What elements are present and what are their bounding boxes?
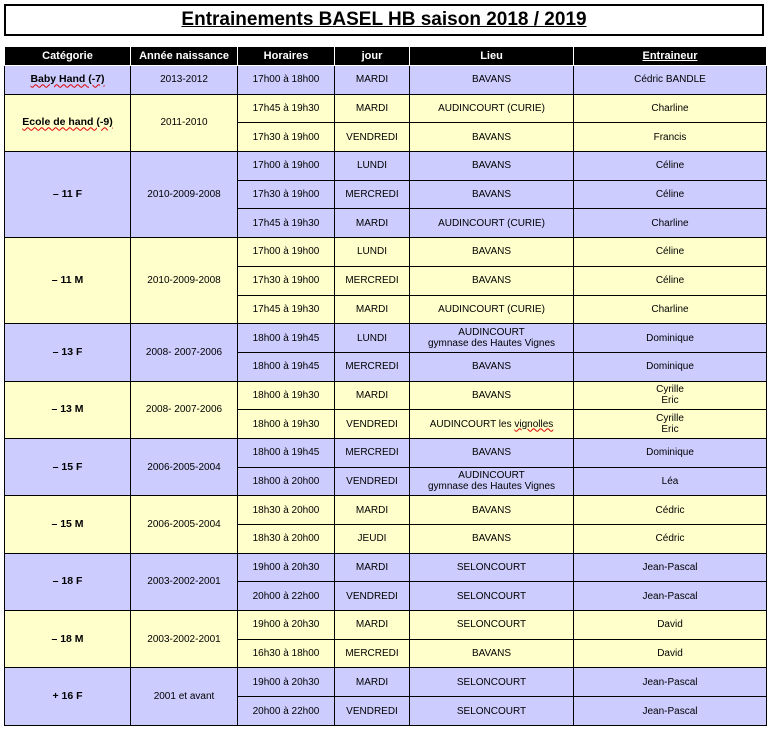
time-cell: 17h45 à 19h30 <box>238 94 335 123</box>
day-cell: MERCREDI <box>335 266 410 295</box>
time-cell: 17h30 à 19h00 <box>238 180 335 209</box>
day-cell: MARDI <box>335 381 410 410</box>
place-cell <box>410 611 574 640</box>
coach-line: Cédric <box>655 533 685 545</box>
time-cell: 17h30 à 19h00 <box>238 266 335 295</box>
category-label: – 15 F <box>52 460 83 473</box>
place-cell <box>410 66 574 95</box>
coach-line: Céline <box>655 189 685 201</box>
day-cell: MERCREDI <box>335 438 410 467</box>
header-entraineur <box>574 47 767 66</box>
category-label: + 16 F <box>52 690 83 703</box>
time-cell: 18h00 à 19h30 <box>238 381 335 410</box>
place-cell <box>410 324 574 353</box>
day-cell: MARDI <box>335 553 410 582</box>
place-cell <box>410 438 574 467</box>
coach-line: Dominique <box>646 447 694 459</box>
time-cell: 19h00 à 20h30 <box>238 611 335 640</box>
time-cell: 17h00 à 19h00 <box>238 238 335 267</box>
day-cell: MARDI <box>335 611 410 640</box>
coach-cell <box>574 438 767 467</box>
day-cell: VENDREDI <box>335 467 410 496</box>
coach-line: Cédric BANDLE <box>634 74 706 86</box>
header-annee-naissance: Année naissance <box>131 47 238 66</box>
place-line: SELONCOURT <box>456 590 527 602</box>
place-line: BAVANS <box>471 275 512 287</box>
place-line: BAVANS <box>471 74 512 86</box>
table-row <box>5 66 767 95</box>
category-label: – 13 M <box>51 403 84 416</box>
time-cell: 20h00 à 22h00 <box>238 697 335 726</box>
category-label: – 13 F <box>52 345 83 358</box>
coach-cell <box>574 582 767 611</box>
category-label: – 18 M <box>51 632 84 645</box>
time-cell: 17h00 à 18h00 <box>238 66 335 95</box>
place-cell <box>410 295 574 324</box>
place-cell <box>410 352 574 381</box>
day-cell: MERCREDI <box>335 180 410 209</box>
coach-cell <box>574 123 767 152</box>
birth-year-cell: 2011-2010 <box>131 94 238 151</box>
place-line: AUDINCOURT (CURIE) <box>438 103 545 115</box>
coach-line: Céline <box>655 275 685 287</box>
coach-line-2: Eric <box>661 395 679 407</box>
day-cell: MARDI <box>335 66 410 95</box>
coach-cell <box>574 238 767 267</box>
place-line: SELONCOURT <box>456 619 527 631</box>
birth-year-cell: 2008- 2007-2006 <box>131 324 238 381</box>
day-cell: MARDI <box>335 295 410 324</box>
category-cell <box>5 438 131 495</box>
coach-line: Céline <box>655 160 685 172</box>
place-line-2: gymnase des Hautes Vignes <box>427 481 556 493</box>
coach-cell <box>574 611 767 640</box>
coach-cell <box>574 410 767 439</box>
time-cell: 16h30 à 18h00 <box>238 639 335 668</box>
place-cell <box>410 525 574 554</box>
header-entraineur-text: Entraineur <box>642 50 698 62</box>
day-cell: MERCREDI <box>335 639 410 668</box>
coach-line: Cyrille <box>656 413 684 425</box>
place-cell <box>410 496 574 525</box>
coach-cell <box>574 496 767 525</box>
coach-line: David <box>657 648 683 660</box>
place-line: BAVANS <box>471 648 512 660</box>
table-row <box>5 381 767 410</box>
day-cell: MARDI <box>335 496 410 525</box>
place-line: BAVANS <box>471 189 512 201</box>
header-row <box>5 47 767 66</box>
category-cell <box>5 553 131 610</box>
category-cell <box>5 238 131 324</box>
coach-cell <box>574 295 767 324</box>
birth-year-cell: 2003-2002-2001 <box>131 611 238 668</box>
time-cell: 19h00 à 20h30 <box>238 553 335 582</box>
day-cell: VENDREDI <box>335 123 410 152</box>
place-cell <box>410 238 574 267</box>
day-cell: VENDREDI <box>335 697 410 726</box>
header-jour: jour <box>335 47 410 66</box>
place-line: SELONCOURT <box>456 676 527 688</box>
day-cell: LUNDI <box>335 238 410 267</box>
coach-cell <box>574 668 767 697</box>
coach-line: Charline <box>651 217 689 229</box>
time-cell: 18h00 à 19h30 <box>238 410 335 439</box>
place-cell <box>410 410 574 439</box>
category-cell <box>5 324 131 381</box>
place-line: AUDINCOURT <box>458 470 525 482</box>
coach-line: Dominique <box>646 361 694 373</box>
category-label: – 11 M <box>51 274 84 287</box>
table-row <box>5 238 767 267</box>
place-cell <box>410 152 574 181</box>
time-cell: 17h30 à 19h00 <box>238 123 335 152</box>
coach-cell <box>574 152 767 181</box>
coach-line: David <box>657 619 683 631</box>
time-cell: 18h30 à 20h00 <box>238 496 335 525</box>
place-line: BAVANS <box>471 504 512 516</box>
time-cell: 19h00 à 20h30 <box>238 668 335 697</box>
title-box <box>4 4 764 36</box>
place-line <box>410 419 573 430</box>
coach-line: Jean-Pascal <box>642 590 698 602</box>
place-line: BAVANS <box>471 160 512 172</box>
coach-cell <box>574 94 767 123</box>
coach-line: Jean-Pascal <box>642 562 698 574</box>
place-cell <box>410 697 574 726</box>
place-line-2: gymnase des Hautes Vignes <box>427 338 556 350</box>
place-line: BAVANS <box>471 246 512 258</box>
coach-line: Jean-Pascal <box>642 676 698 688</box>
coach-cell <box>574 209 767 238</box>
coach-line: Cédric <box>655 504 685 516</box>
place-line: BAVANS <box>471 361 512 373</box>
schedule-body <box>5 66 767 726</box>
place-cell <box>410 266 574 295</box>
place-line: AUDINCOURT (CURIE) <box>438 217 545 229</box>
birth-year-cell: 2006-2005-2004 <box>131 438 238 495</box>
place-line: BAVANS <box>471 389 512 401</box>
time-cell: 18h00 à 20h00 <box>238 467 335 496</box>
place-line: SELONCOURT <box>456 562 527 574</box>
place-line: BAVANS <box>471 533 512 545</box>
coach-cell <box>574 266 767 295</box>
birth-year-cell: 2013-2012 <box>131 66 238 95</box>
place-cell <box>410 582 574 611</box>
coach-line: Dominique <box>646 332 694 344</box>
day-cell: MARDI <box>335 94 410 123</box>
coach-cell <box>574 467 767 496</box>
place-line: BAVANS <box>471 131 512 143</box>
place-line: SELONCOURT <box>456 705 527 717</box>
place-cell <box>410 668 574 697</box>
time-cell: 17h45 à 19h30 <box>238 209 335 238</box>
table-row <box>5 668 767 697</box>
time-cell: 20h00 à 22h00 <box>238 582 335 611</box>
header-lieu: Lieu <box>410 47 574 66</box>
category-cell <box>5 668 131 726</box>
category-cell <box>5 94 131 151</box>
day-cell: JEUDI <box>335 525 410 554</box>
table-row <box>5 438 767 467</box>
day-cell: VENDREDI <box>335 582 410 611</box>
coach-cell <box>574 66 767 95</box>
category-label: Ecole de hand (-9) <box>22 116 113 129</box>
category-cell <box>5 611 131 668</box>
place-cell <box>410 123 574 152</box>
coach-cell <box>574 324 767 353</box>
page-title: Entrainements BASEL HB saison 2018 / 2019 <box>181 9 587 30</box>
time-cell: 18h30 à 20h00 <box>238 525 335 554</box>
coach-line: Charline <box>651 103 689 115</box>
coach-line: Céline <box>655 246 685 258</box>
table-row <box>5 94 767 123</box>
header-horaires: Horaires <box>238 47 335 66</box>
coach-line: Léa <box>661 475 679 487</box>
table-row <box>5 611 767 640</box>
place-line: AUDINCOURT (CURIE) <box>438 303 545 315</box>
day-cell: MARDI <box>335 209 410 238</box>
coach-line: Cyrille <box>656 384 684 396</box>
day-cell: MARDI <box>335 668 410 697</box>
place-cell <box>410 467 574 496</box>
time-cell: 17h00 à 19h00 <box>238 152 335 181</box>
birth-year-cell: 2003-2002-2001 <box>131 553 238 610</box>
coach-cell <box>574 697 767 726</box>
place-part: vignolles <box>514 418 554 430</box>
coach-cell <box>574 352 767 381</box>
birth-year-cell: 2001 et avant <box>131 668 238 726</box>
coach-cell <box>574 381 767 410</box>
table-row <box>5 152 767 181</box>
time-cell: 18h00 à 19h45 <box>238 324 335 353</box>
category-label: – 15 M <box>51 518 84 530</box>
place-cell <box>410 209 574 238</box>
place-cell <box>410 553 574 582</box>
day-cell: MERCREDI <box>335 352 410 381</box>
birth-year-cell: 2006-2005-2004 <box>131 496 238 553</box>
category-cell <box>5 496 131 553</box>
place-cell <box>410 639 574 668</box>
coach-cell <box>574 639 767 668</box>
day-cell: LUNDI <box>335 152 410 181</box>
coach-cell <box>574 180 767 209</box>
place-part: AUDINCOURT les <box>429 418 515 430</box>
birth-year-cell: 2008- 2007-2006 <box>131 381 238 438</box>
category-cell <box>5 381 131 438</box>
category-label: – 11 F <box>52 188 83 201</box>
birth-year-cell: 2010-2009-2008 <box>131 238 238 324</box>
birth-year-cell: 2010-2009-2008 <box>131 152 238 238</box>
table-row <box>5 496 767 525</box>
coach-line: Francis <box>653 131 687 143</box>
schedule-table <box>4 46 767 726</box>
place-line: AUDINCOURT <box>458 327 525 339</box>
place-line: BAVANS <box>471 447 512 459</box>
coach-line-2: Eric <box>661 424 679 436</box>
day-cell: VENDREDI <box>335 410 410 439</box>
place-cell <box>410 94 574 123</box>
table-row <box>5 553 767 582</box>
category-label: – 18 F <box>52 575 83 588</box>
coach-cell <box>574 553 767 582</box>
table-row <box>5 324 767 353</box>
time-cell: 17h45 à 19h30 <box>238 295 335 324</box>
coach-cell <box>574 525 767 554</box>
category-cell <box>5 66 131 95</box>
header-categorie: Catégorie <box>5 47 131 66</box>
place-cell <box>410 180 574 209</box>
coach-line: Jean-Pascal <box>642 705 698 717</box>
category-cell <box>5 152 131 238</box>
category-label: Baby Hand (-7) <box>30 73 105 86</box>
place-cell <box>410 381 574 410</box>
day-cell: LUNDI <box>335 324 410 353</box>
time-cell: 18h00 à 19h45 <box>238 438 335 467</box>
time-cell: 18h00 à 19h45 <box>238 352 335 381</box>
coach-line: Charline <box>651 303 689 315</box>
